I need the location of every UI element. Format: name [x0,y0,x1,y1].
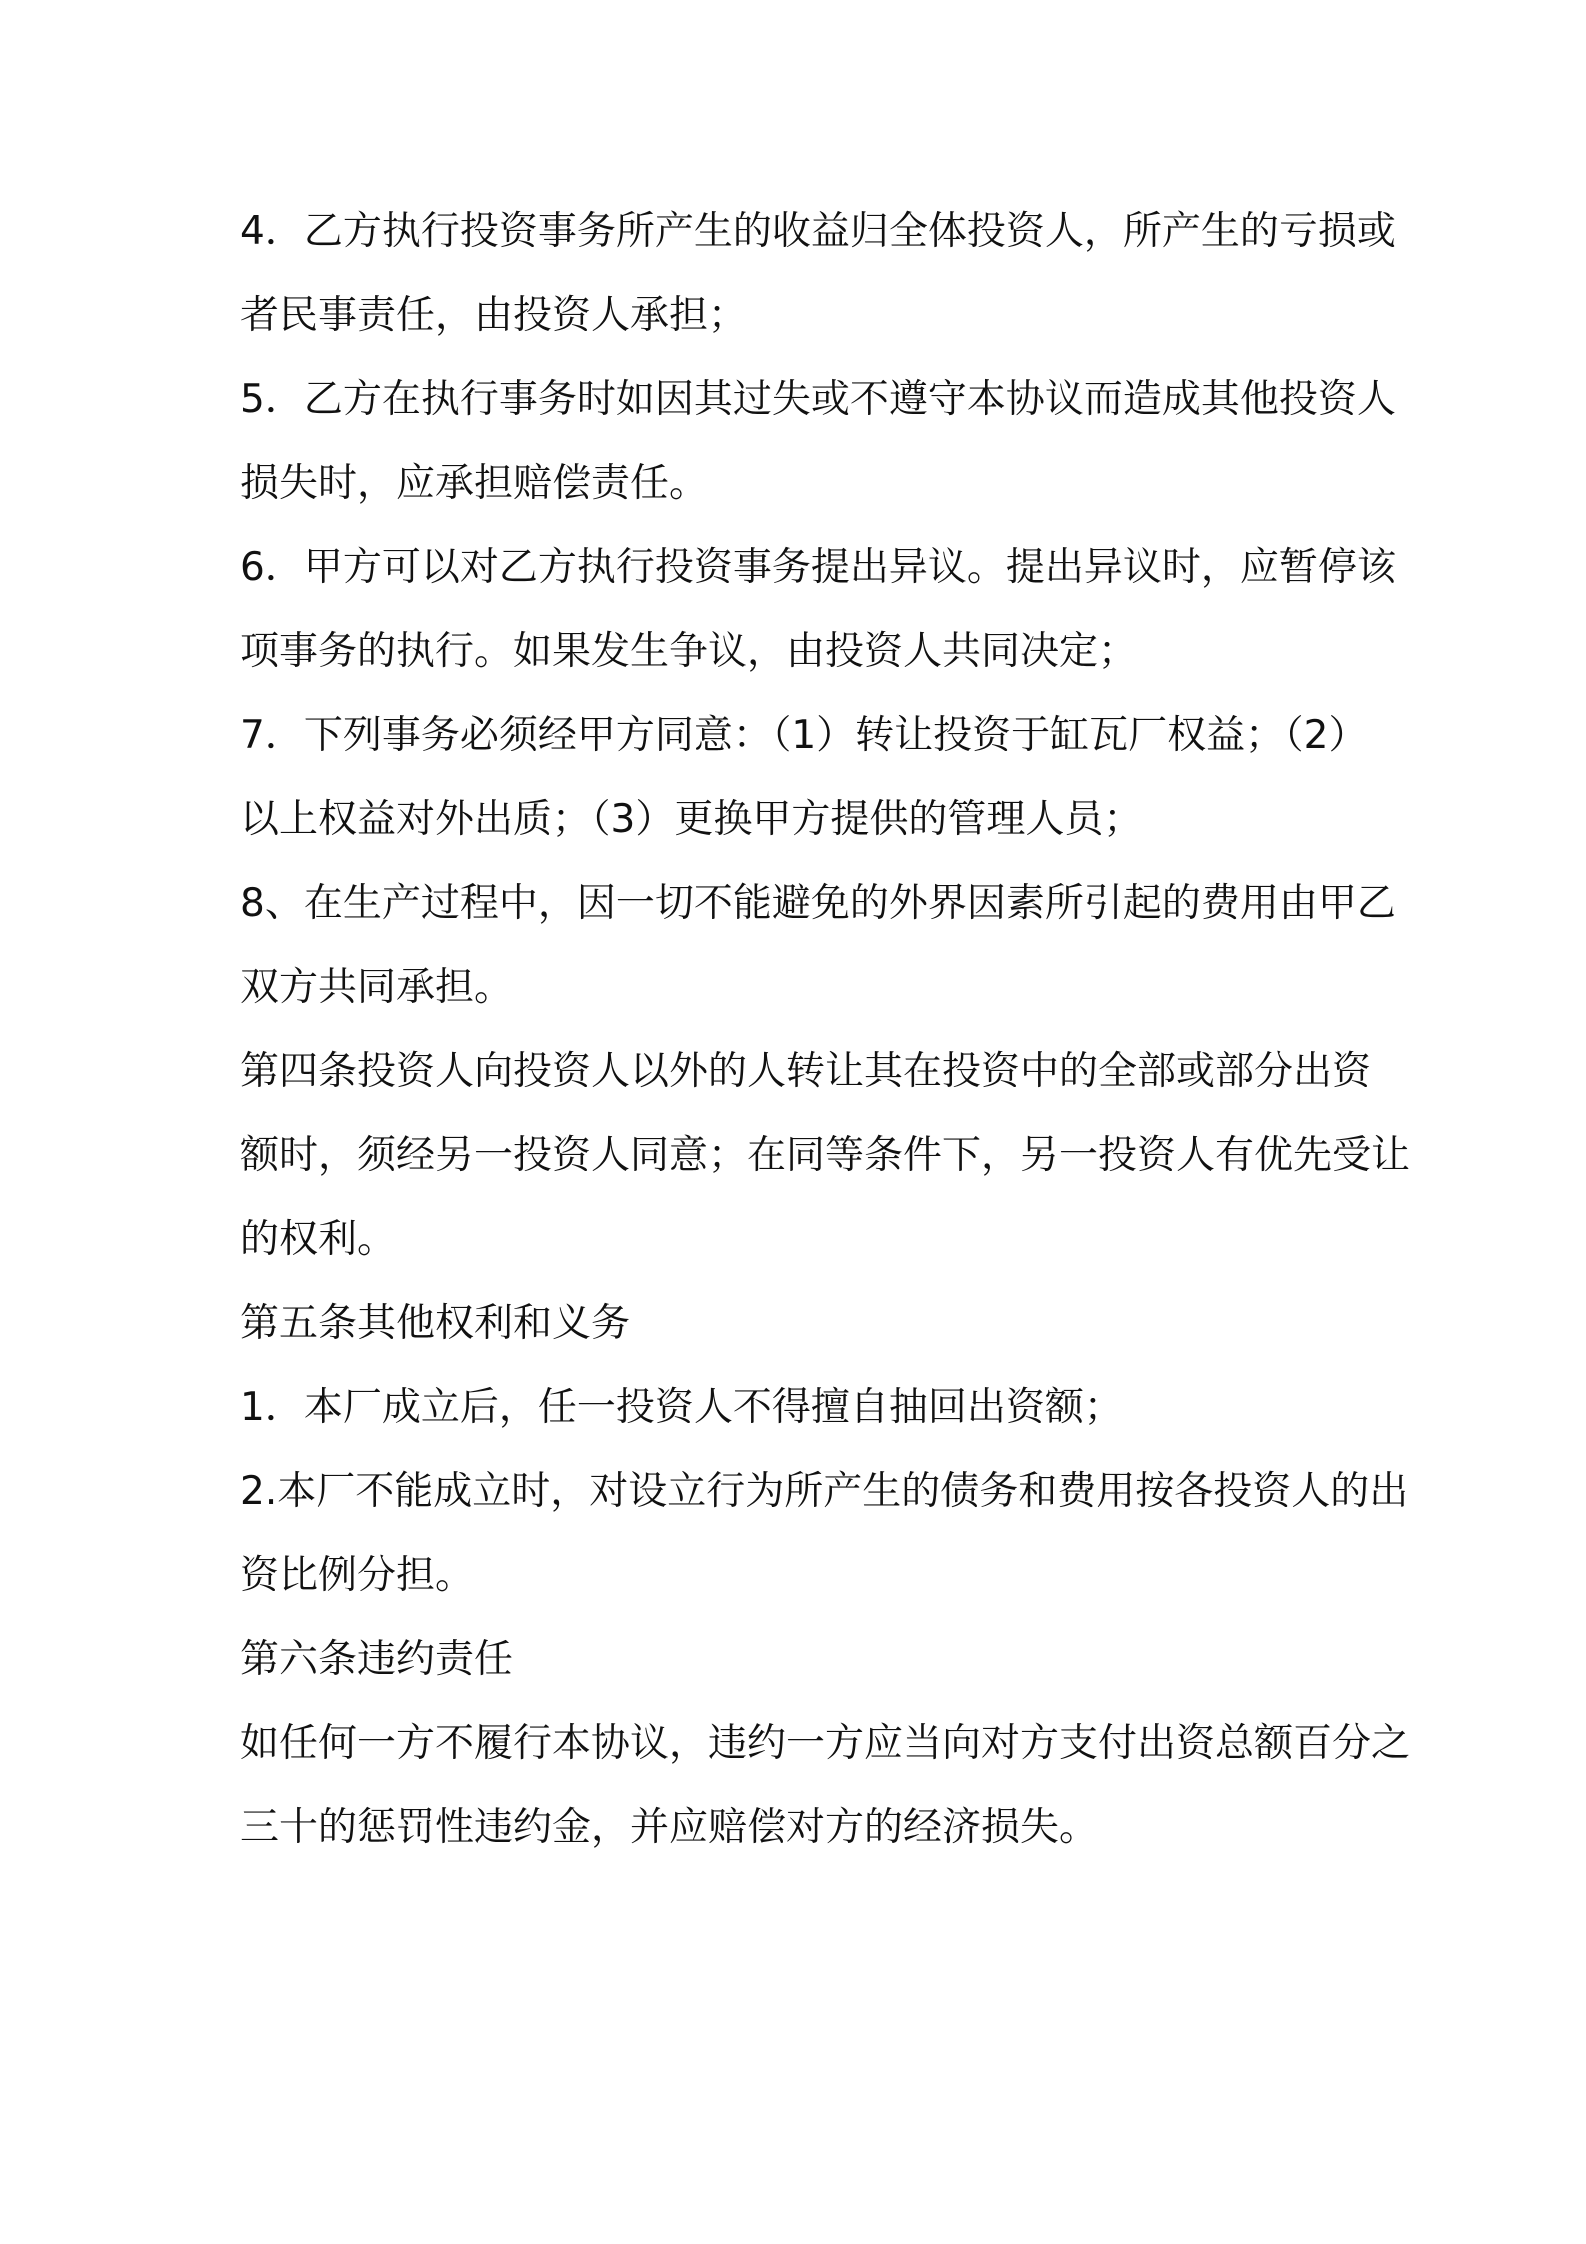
text-line: 三十的惩罚性违约金，并应赔偿对方的经济损失。 [240,1805,1099,1850]
text-line: 损失时，应承担赔偿责任。 [240,461,709,506]
text-line: 5．乙方在执行事务时如因其过失或不遵守本协议而造成其他投资人 [240,377,1396,422]
document-body [240,190,1411,1870]
text-line: 资比例分担。 [240,1553,475,1598]
text-line: 以上权益对外出质；（3）更换甲方提供的管理人员； [240,797,1143,842]
article-5-item-2 [240,1450,1409,1618]
clause-8-paragraph [240,862,1396,1030]
text-line: 项事务的执行。如果发生争议，由投资人共同决定； [240,629,1138,674]
article-6-body [240,1702,1411,1870]
text-line: 2.本厂不能成立时，对设立行为所产生的债务和费用按各投资人的出 [240,1469,1409,1514]
article-6-heading [240,1618,1360,1702]
text-line: 的权利。 [240,1217,397,1262]
text-line: 如任何一方不履行本协议，违约一方应当向对方支付出资总额百分之 [240,1721,1411,1766]
text-line: 额时，须经另一投资人同意；在同等条件下，另一投资人有优先受让 [240,1133,1411,1178]
text-line: 第五条其他权利和义务 [240,1301,631,1346]
text-line: 1．本厂成立后，任一投资人不得擅自抽回出资额； [240,1385,1123,1430]
text-line: 第六条违约责任 [240,1637,514,1682]
text-line: 第四条投资人向投资人以外的人转让其在投资中的全部或部分出资 [240,1049,1372,1094]
clause-6-paragraph [240,526,1396,694]
article-5-item-1 [240,1366,1360,1450]
text-line: 8、在生产过程中，因一切不能避免的外界因素所引起的费用由甲乙 [240,881,1396,926]
text-line: 者民事责任，由投资人承担； [240,293,748,338]
article-5-heading [240,1282,1360,1366]
article-4-paragraph [240,1030,1411,1282]
clause-7-paragraph [240,694,1368,862]
text-line: 双方共同承担。 [240,965,514,1010]
clause-5-paragraph [240,358,1396,526]
text-line: 6．甲方可以对乙方执行投资事务提出异议。提出异议时，应暂停该 [240,545,1396,590]
text-line: 7．下列事务必须经甲方同意：（1）转让投资于缸瓦厂权益；（2） [240,713,1368,758]
text-line: 4．乙方执行投资事务所产生的收益归全体投资人，所产生的亏损或 [240,209,1396,254]
clause-4-paragraph [240,190,1396,358]
